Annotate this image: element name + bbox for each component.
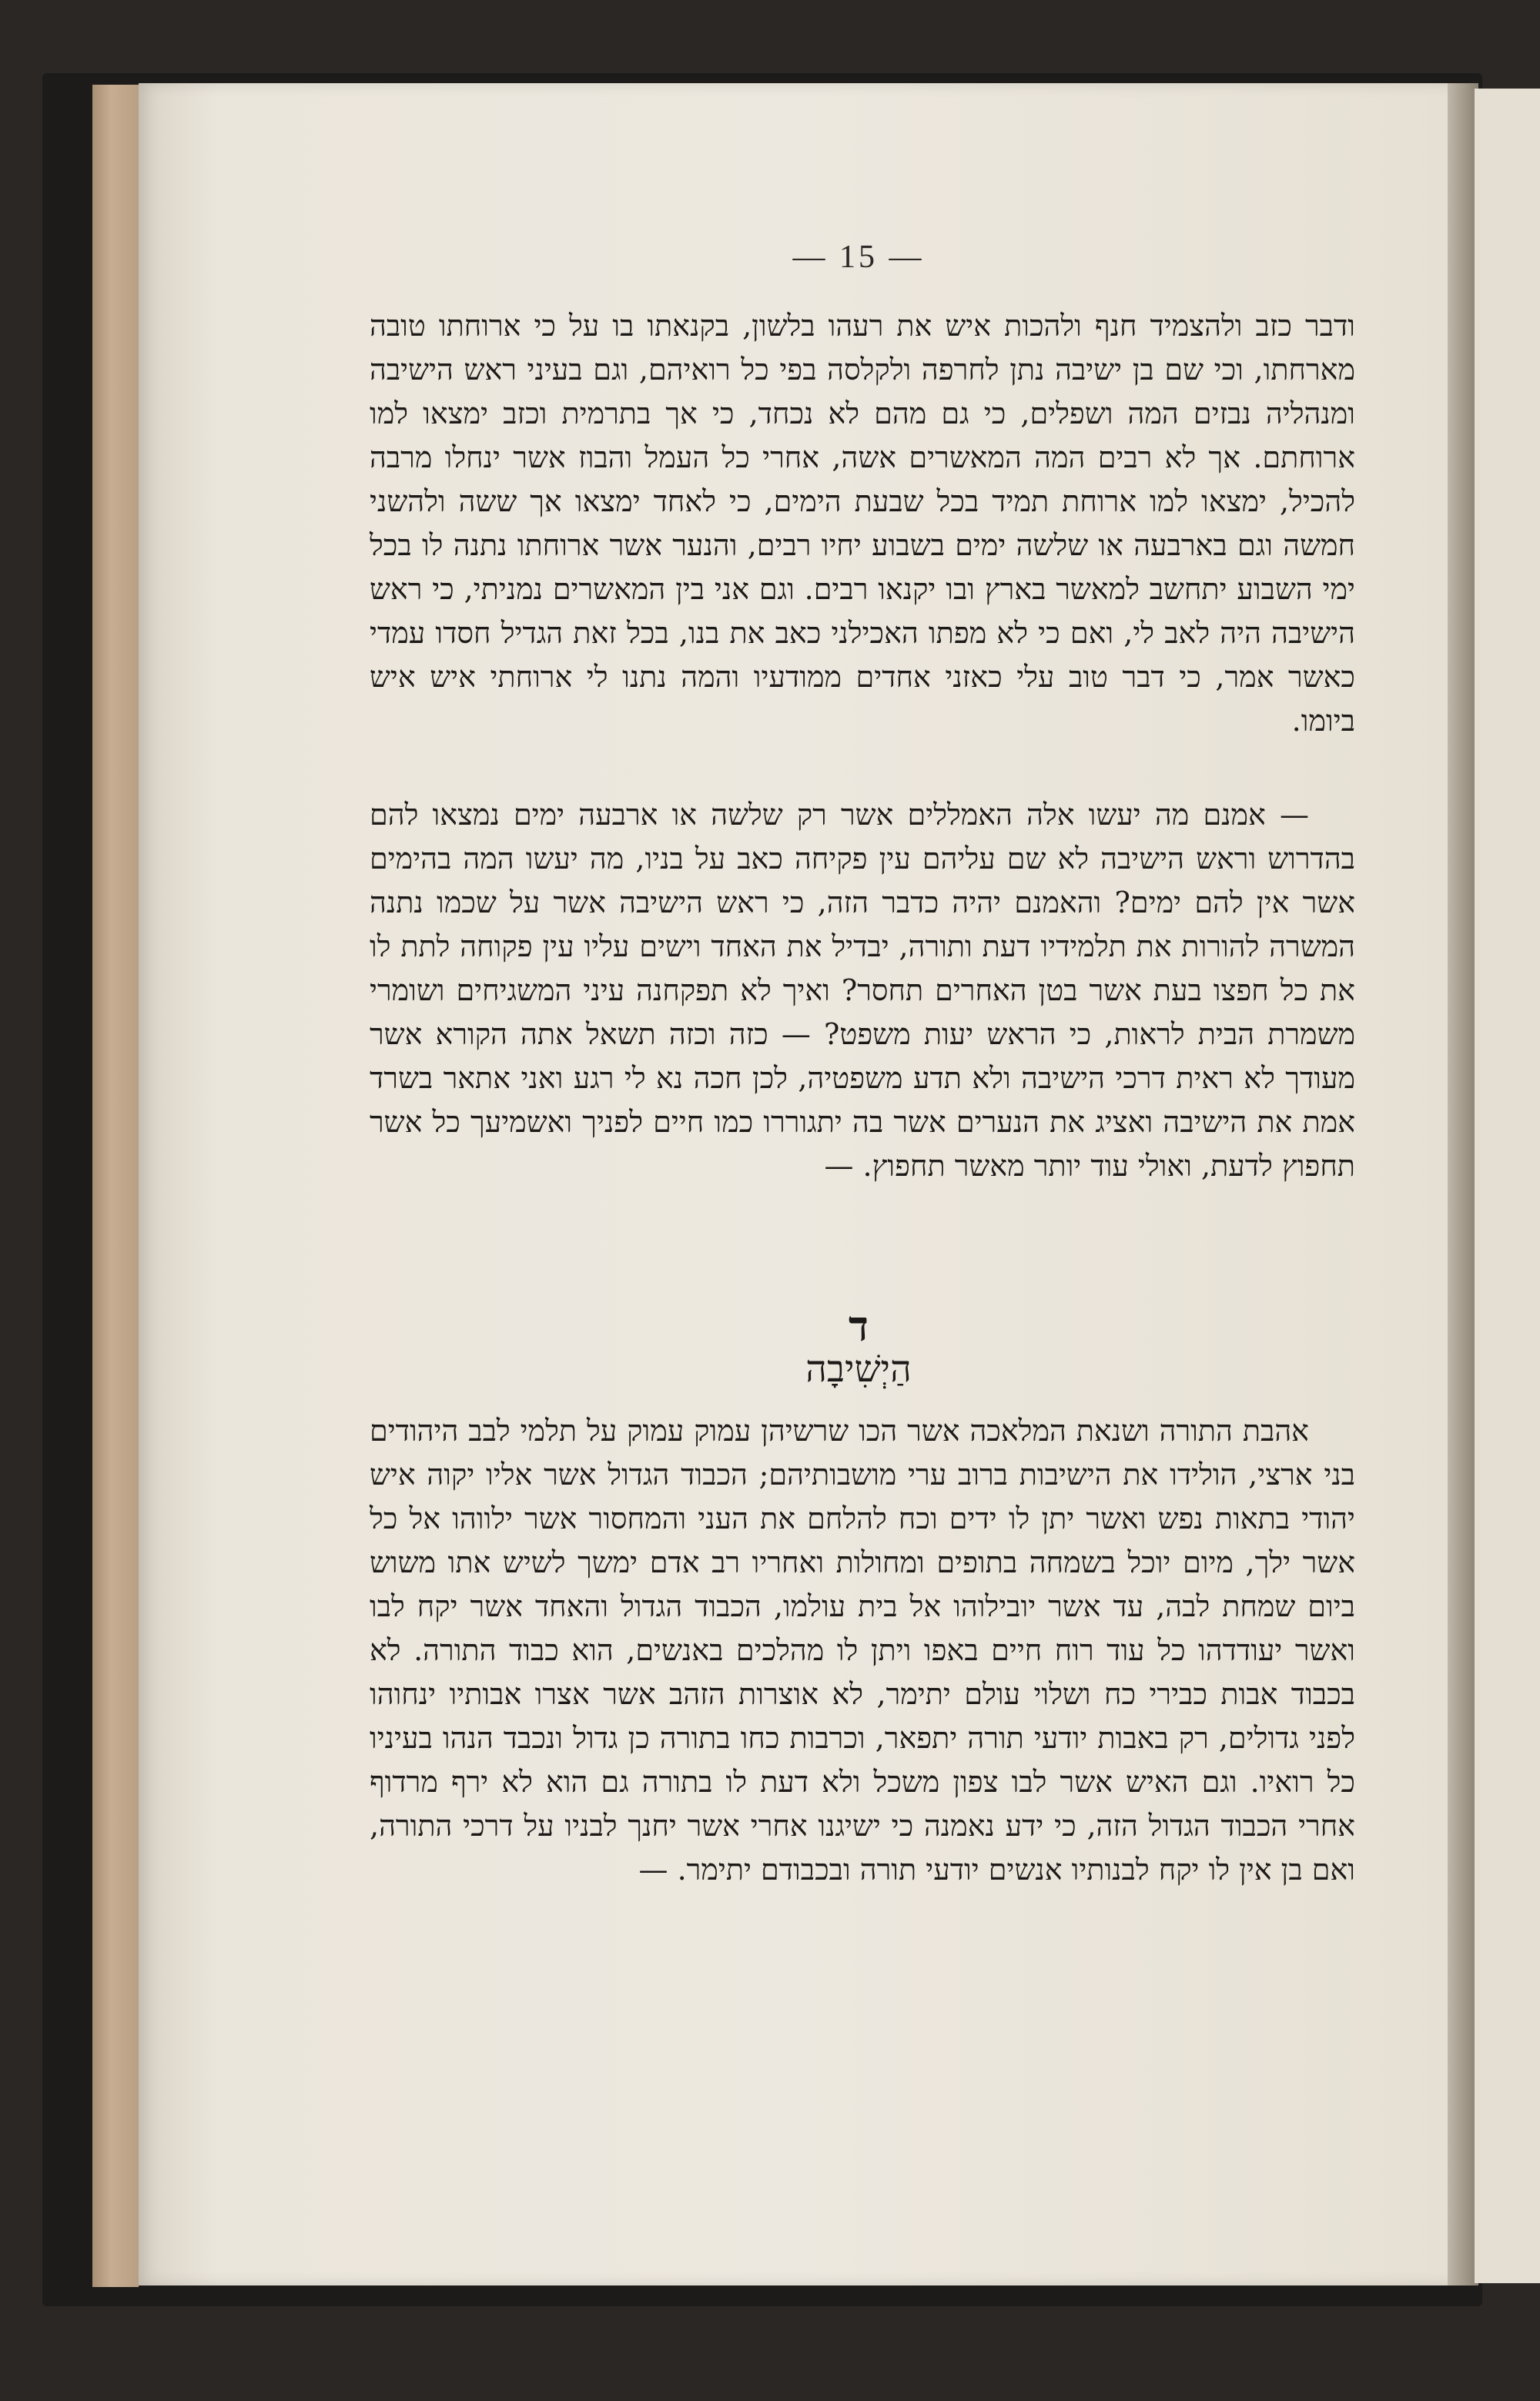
- section-title: הַיְשִׁיבָה: [805, 1348, 912, 1391]
- page-stack-edge: [92, 85, 139, 2287]
- section-paragraph: אהבת התורה ושנאת המלאכה אשר הכו שרשיהן עמוק עמוק על תלמי לבב היהודים בני ארצי, הולידו את הישיבות ברוב ערי מושבותיהם; הכבוד הגדול אשר אליו יקוה איש יהודי בתאות נפש ואשר יתן לו ידים וכח להלחם את העני והמחסור אשר ילווהו אל כל אשר ילך, מיום יוכל בשמחה בתופים ומחולות ואחריו רב אדם ימשך לשיש אתו משוש ביום שמחת לבה, עד אשר יובילוהו אל בית עולמו, הכבוד הגדול והאחד אשר יקח לבו ואשר יעודדהו כל עוד רוח חיים באפו ויתן לו מהלכים באנשים, הוא כבוד התורה. לא בכבוד אבות כבירי כח ושלוי עולם יתימר, לא אוצרות הזהב אשר אצרו אבותיו ינחוהו לפני גדולים, רק באבות יודעי תורה יתפאר, וכרבות כחו בתורה כן גדול ונכבד הנהו בעיניו כל רואיו. וגם האיש אשר לבו צפון משכל ולא דעת לו בתורה גם הוא לא ירף מרדוף אחרי הכבוד הגדול הזה, כי ידע נאמנה כי ישיגנו אחרי אשר יחנך לבניו על דרכי התורה, ואם בן אין לו יקח לבנותיו אנשים יודעי תורה ובכבודם יתימר. —: [370, 1414, 1355, 1887]
- page-gutter: [1448, 83, 1478, 2285]
- adjacent-page-edge: [1475, 89, 1540, 2283]
- section-letter: ד: [849, 1301, 869, 1351]
- page-number: — 15 —: [792, 239, 925, 275]
- paragraph-1: ודבר כזב ולהצמיד חנף ולהכות איש את רעהו בלשון, בקנאתו בו על כי ארוחתו טובה מארחתו, וכי שם בן ישיבה נתן לחרפה ולקלסה בפי כל רואיהם, וגם בעיני ראש הישיבה ומנהליה נבזים המה ושפלים, כי גם מהם לא נכחד, כי אך בתרמית וכזב ימצאו למו ארוחתם. אך לא רבים המה המאשרים אשה, אחרי כל העמל והבוז אשר ינחלו מרבה להכיל, ימצאו למו ארוחת תמיד בכל שבעת הימים, כי לאחד ימצאו אך ששה ולהשני חמשה וגם בארבעה או שלשה ימים בשבוע יחיו רבים, והנער אשר ארוחתו נתנה לו בכל ימי השבוע יתחשב למאשר בארץ ובו יקנאו רבים. וגם אני בין המאשרים נמניתי, כי ראש הישיבה היה לאב לי, ואם כי לא מפתו האכילני כאב את בנו, בכל זאת הגדיל חסדו עמדי כאשר אמר, כי דבר טוב עלי כאזני אחדים ממודעיו והמה נתנו לי ארוחתי איש איש ביומו.: [370, 309, 1355, 738]
- paragraph-2: — אמנם מה יעשו אלה האמללים אשר רק שלשה או ארבעה ימים נמצאו להם בהדרוש וראש הישיבה לא שם עליהם עין פקיחה כאב על בניו, מה יעשו המה בהימים אשר אין להם ימים? והאמנם יהיה כדבר הזה, כי ראש הישיבה אשר על שכמו נתנה המשרה להורות את תלמידיו דעת ותורה, יבדיל את האחד וישים עליו עין פקוחה לתת לו את כל חפצו בעת אשר בטן האחרים תחסר? ואיך לא תפקחנה עיני המשגיחים ושומרי משמרת הבית לראות, כי הראש יעות משפט? — כזה וכזה תשאל אתה הקורא אשר מעודך לא ראית דרכי הישיבה ולא תדע משפטיה, לכן חכה נא לי רגע ואני אתאר בשרד אמת את הישיבה ואציג את הנערים אשר בה יתגוררו כמו חיים לפניך ואשמיעך כל אשר תחפוץ לדעת, ואולי עוד יותר מאשר תחפוץ. —: [370, 798, 1355, 1183]
